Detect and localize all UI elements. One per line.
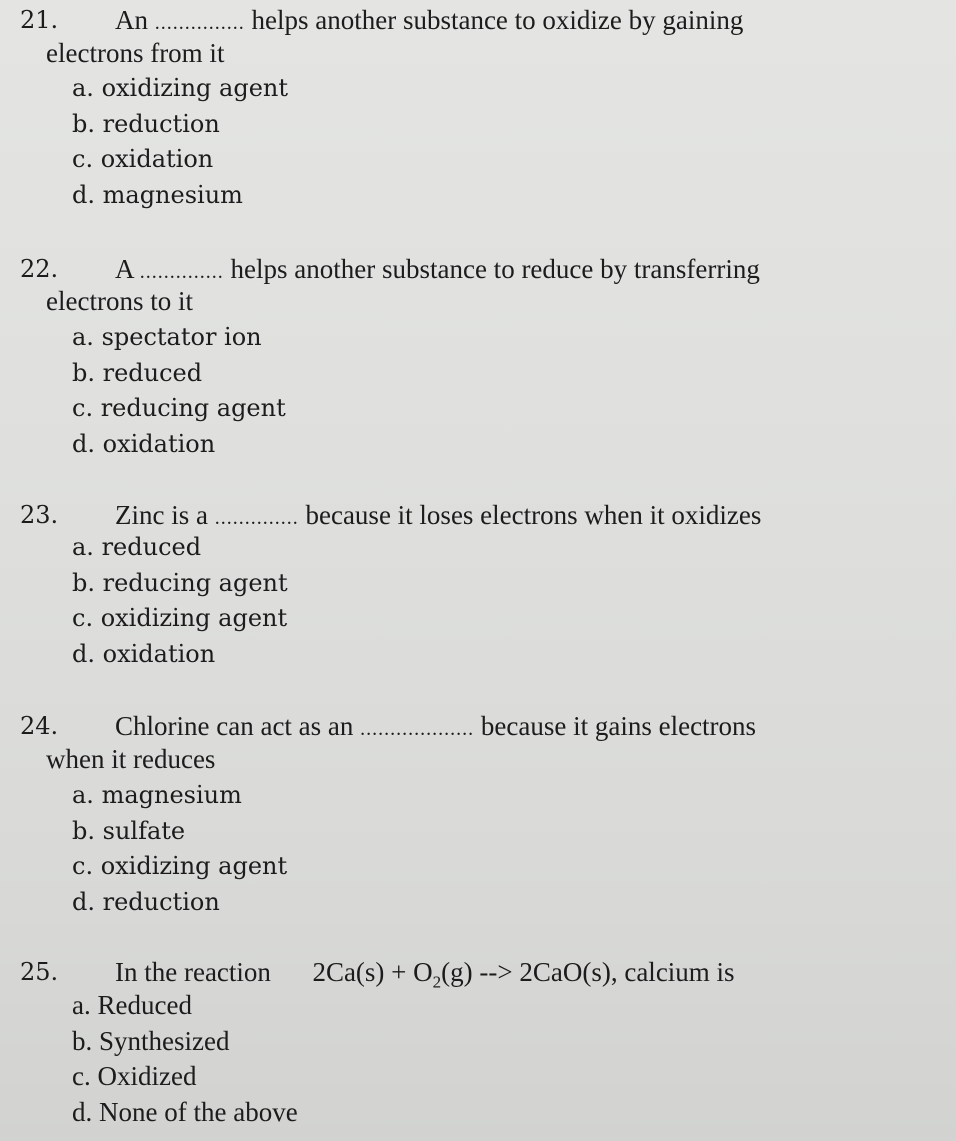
question-23-blank: ..............	[214, 507, 299, 529]
equation-subscript: 2	[432, 972, 442, 992]
question-24-options	[72, 778, 287, 920]
question-21-blank: ...............	[154, 12, 245, 34]
question-21-continuation: electrons from it	[46, 38, 225, 68]
question-23-post: because it loses electrons when it oxidizes	[305, 500, 762, 530]
option-c[interactable]: c. oxidizing agent	[72, 604, 288, 632]
question-25-pre: In the reaction	[115, 957, 271, 987]
equation-right: (g) --> 2CaO(s),	[441, 957, 618, 987]
option-a[interactable]: a. magnesium	[72, 781, 242, 809]
question-24-text	[115, 710, 756, 745]
question-21-post: helps another substance to oxidize by gaining	[251, 5, 744, 35]
option-b[interactable]: b. reducing agent	[72, 568, 288, 597]
reaction-equation	[312, 957, 618, 992]
question-24-blank: ...................	[360, 718, 475, 740]
question-23-options	[72, 530, 288, 672]
option-c[interactable]: c. oxidizing agent	[72, 852, 288, 880]
option-a[interactable]: a. oxidizing agent	[72, 74, 289, 102]
option-a[interactable]: a. spectator ion	[72, 323, 262, 351]
question-23-number: 23.	[20, 501, 59, 529]
question-22-post: helps another substance to reduce by transferring	[230, 254, 760, 284]
option-d[interactable]: d. oxidation	[72, 639, 216, 668]
question-22-text	[115, 253, 760, 288]
question-22-number: 22.	[20, 255, 59, 283]
question-25-options	[72, 988, 298, 1130]
option-b[interactable]: b. sulfate	[72, 816, 186, 845]
option-d[interactable]: d. magnesium	[72, 180, 243, 209]
option-c[interactable]: c. oxidation	[72, 145, 214, 173]
option-c[interactable]: c. Oxidized	[72, 1061, 197, 1091]
question-25-number: 25.	[20, 958, 59, 986]
question-25-post: calcium is	[624, 957, 735, 987]
question-24-number: 24.	[20, 712, 59, 740]
question-23-text	[115, 499, 761, 534]
option-b[interactable]: b. Synthesized	[72, 1025, 230, 1056]
option-b[interactable]: b. reduction	[72, 109, 220, 138]
option-a[interactable]: a. reduced	[72, 533, 202, 561]
option-b[interactable]: b. reduced	[72, 358, 203, 387]
question-22-blank: ..............	[139, 261, 224, 283]
question-22-continuation: electrons to it	[46, 286, 193, 316]
question-21-number: 21.	[20, 6, 59, 34]
question-23-pre: Zinc is a	[115, 500, 208, 530]
option-d[interactable]: d. reduction	[72, 887, 220, 916]
question-21-pre: An	[115, 5, 148, 35]
option-a[interactable]: a. Reduced	[72, 990, 192, 1020]
option-c[interactable]: c. reducing agent	[72, 394, 286, 422]
question-22-pre: A	[115, 254, 134, 284]
question-21-options	[72, 71, 288, 213]
question-22-options	[72, 320, 286, 462]
option-d[interactable]: d. oxidation	[72, 429, 216, 458]
question-21-text	[115, 4, 743, 39]
question-24-pre: Chlorine can act as an	[115, 711, 354, 741]
option-d[interactable]: d. None of the above	[72, 1096, 298, 1127]
question-24-continuation: when it reduces	[46, 744, 216, 774]
question-24-post: because it gains electrons	[480, 711, 757, 741]
equation-left: 2Ca(s) + O	[312, 957, 433, 987]
